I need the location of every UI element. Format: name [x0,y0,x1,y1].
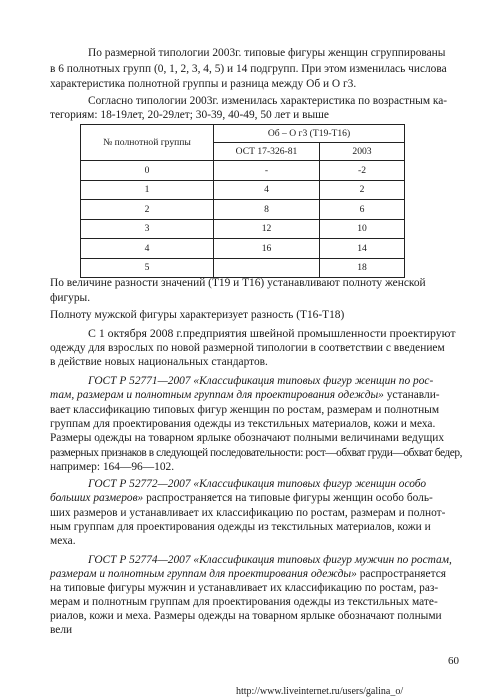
after-table-line-3: Полноту мужской фигуры характеризует разность (Т16-Т18) [50,309,345,321]
table-cell: 0 [81,161,214,181]
table-cell: 8 [214,200,320,220]
table-cell: 3 [81,219,214,239]
page-number: 60 [448,655,459,667]
table-cell: 4 [214,180,320,200]
gost1-italic-1: ГОСТ Р 52771—2007 «Классификация типовых фигур женщин по рос- [88,375,434,387]
gost1-line-3: Размеры одежды на товарном ярлыке обозначают полными величинами ведущих [50,432,445,444]
gost3-line-4: вели [50,624,73,636]
gost3-italic-1: ГОСТ Р 52774—2007 «Классификация типовых фигур мужчин по ростам, [88,554,452,566]
gost3-italic-2: размерам и полнотным группам для проектирования одежды» [50,568,357,580]
para1-line-3: в действие новых национальных стандартов. [50,356,268,368]
table-cell: 4 [81,239,214,259]
table-row [81,180,405,200]
gost1-title-line-1 [88,374,433,388]
gost1-line-2: группам для проектирования одежды из текстильных материалов, кожи и меха. [50,418,436,430]
gost2-title-line-2 [50,491,433,505]
gost2-italic-2: больших размеров» [50,492,144,504]
after-table-line-2: фигуры. [50,292,91,304]
table-row [81,219,405,239]
table-cell: 5 [81,258,214,278]
table-cell [214,258,320,278]
table-cell: 10 [320,219,405,239]
col-header-difference: Об – О г3 (Т19-Т16) [214,125,405,143]
para1-line-2: одежду для взрослых по новой размерной типологии в соответствии с введением [50,342,445,354]
intro-line-2: в 6 полнотных групп (0, 1, 2, 3, 4, 5) и 14 подгрупп. При этом изменилась числова [50,63,447,75]
gost1-line-5: например: 164—96—102. [50,461,175,473]
gost3-title-line-1 [88,553,452,567]
gost3-line-1: на типовые фигуры мужчин и устанавливает их классификацию по ростам, раз- [50,582,439,594]
table-cell: 1 [81,180,214,200]
table-cell: - [214,161,320,181]
fullness-group-table [80,124,405,278]
table-cell: 14 [320,239,405,259]
gost3-line-2: мерам и полнотным группам для проектирования одежды из текстильных мате- [50,596,438,608]
gost2-line-1: ших размеров и устанавливает их классификацию по ростам, размерам и полнот- [50,507,446,519]
gost3-line-3: риалов, кожи и меха. Размеры одежды на товарном ярлыке обозначают полными [50,610,442,622]
gost2-title-line-1 [88,477,426,491]
footer-url[interactable]: http://www.liveinternet.ru/users/galina_o/ [236,686,404,697]
gost1-title-line-2 [50,388,440,402]
gost2-line-2: ным группам для проектирования одежды из текстильных материалов, кожи и [50,521,431,533]
table-cell: 2 [81,200,214,220]
intro-line-1: По размерной типологии 2003г. типовые фигуры женщин сгруппированы [88,47,446,59]
intro-line-5: тегориям: 18-19лет, 20-29лет; 30-39, 40-49, 50 лет и выше [50,109,329,121]
table-cell: 18 [320,258,405,278]
table-row [81,161,405,181]
gost1-rest: устанавли- [383,389,440,401]
col-header-group: № полнотной группы [81,125,214,161]
table-row [81,239,405,259]
sub-header-2003: 2003 [320,143,405,161]
gost3-title-line-2 [50,567,446,581]
table-cell: 2 [320,180,405,200]
after-table-line-1: По величине разности значений (Т19 и Т16) устанавливают полноту женской [50,277,426,289]
table-row [81,200,405,220]
gost1-italic-2: там, размерам и полнотным группам для проектирования одежды» [50,389,384,401]
para1-line-1: С 1 октября 2008 г.предприятия швейной промышленности проектируют [88,326,456,340]
table-row [81,258,405,278]
gost2-line-3: меха. [50,535,76,547]
table-cell: 16 [214,239,320,259]
table-cell: -2 [320,161,405,181]
intro-line-4: Согласно типологии 2003г. изменилась характеристика по возрастным ка- [88,95,448,107]
gost2-italic-1: ГОСТ Р 52772—2007 «Классификация типовых фигур женщин особо [88,478,427,490]
sub-header-ost: ОСТ 17-326-81 [214,143,320,161]
intro-line-3: характеристика полнотной группы и разница между Об и О г3. [50,78,357,90]
table-cell: 12 [214,219,320,239]
table-cell: 6 [320,200,405,220]
gost1-line-4: размерных признаков в следующей последовательности: рост—обхват груди—обхват бедер, [50,447,463,459]
gost3-rest: распространяется [356,568,446,580]
gost1-line-1: вает классификацию типовых фигур женщин по ростам, размерам и полнотным [50,404,440,416]
gost2-rest: распространяется на типовые фигуры женщин особо боль- [143,492,433,504]
